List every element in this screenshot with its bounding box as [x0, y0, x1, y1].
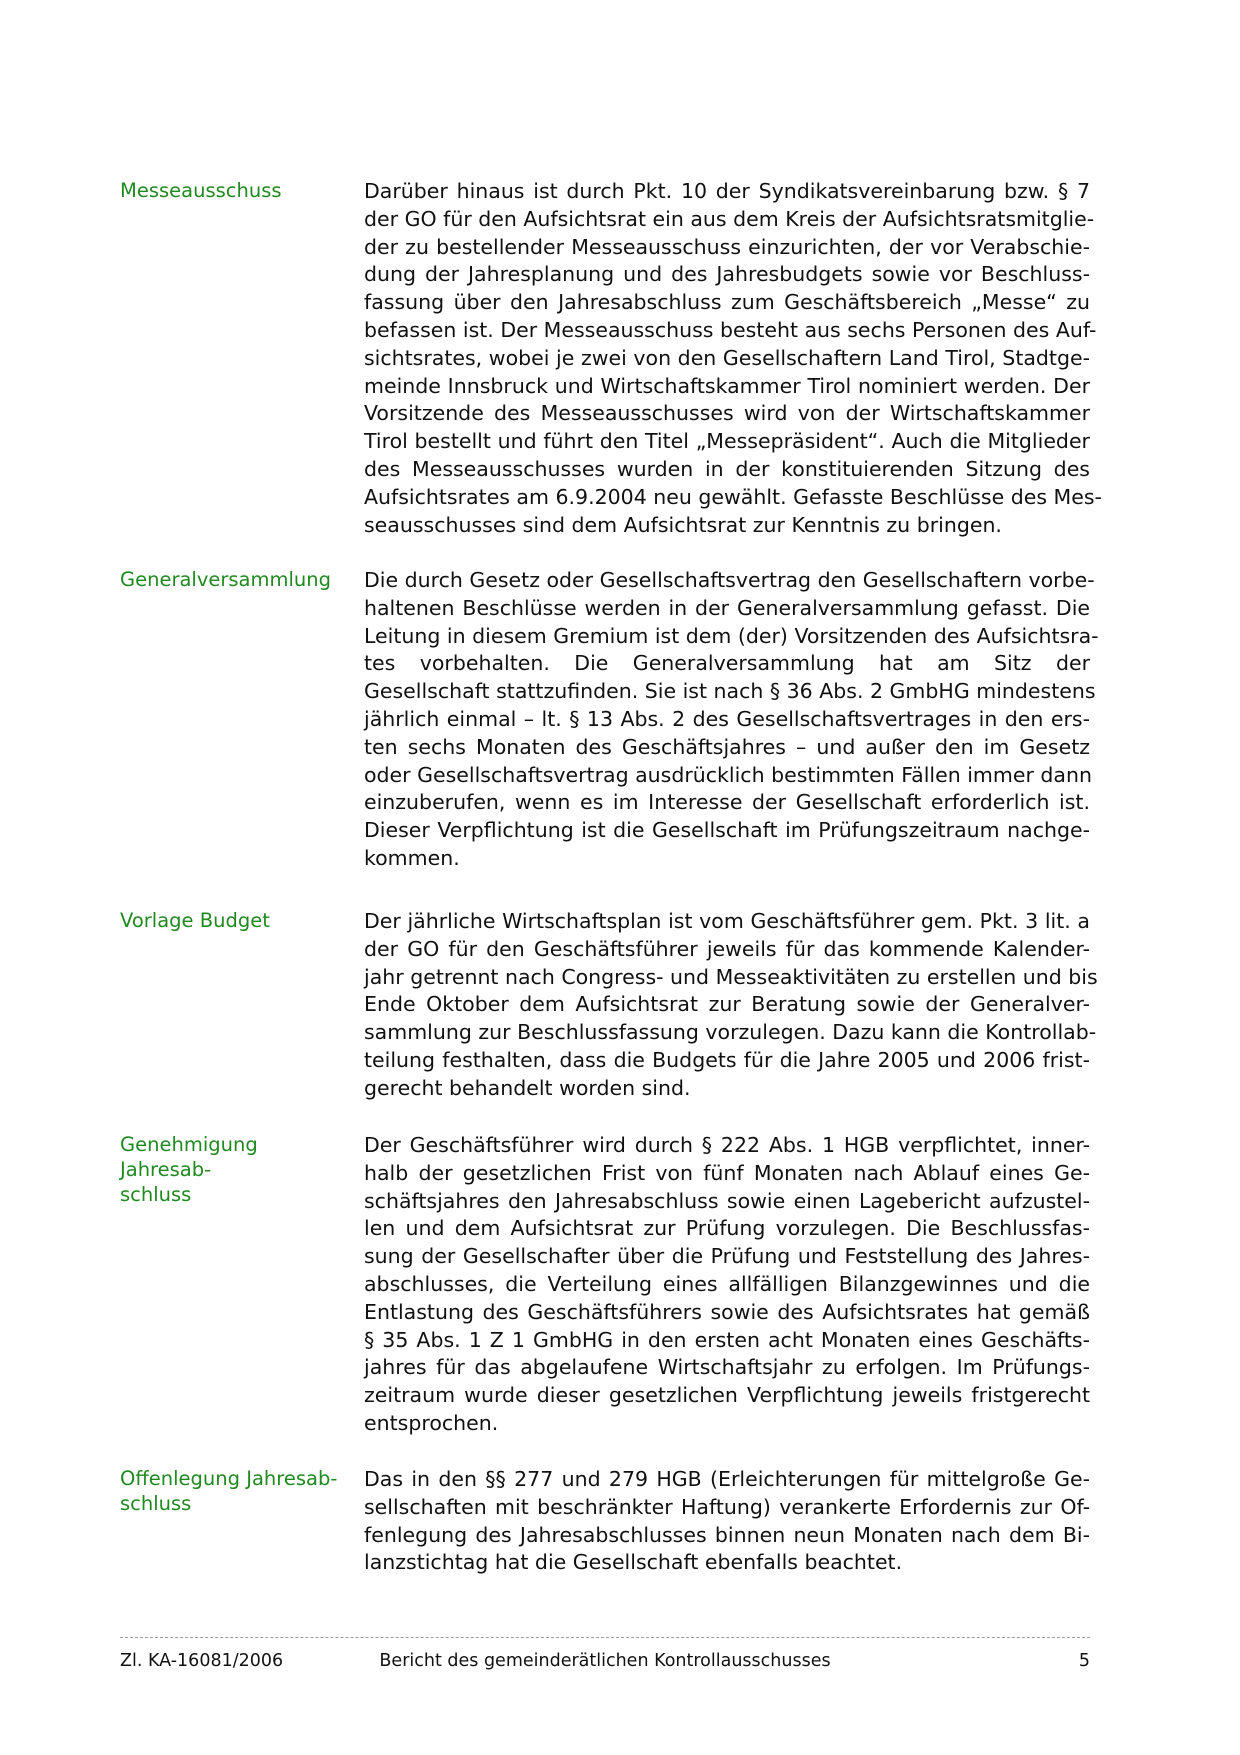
text-line: halb der gesetzlichen Frist von fünf Monaten nach Ablauf eines Ge-: [364, 1160, 1090, 1185]
paragraph-messeausschuss: [364, 178, 1102, 539]
text-line: fassung über den Jahresabschluss zum Geschäftsbereich „Messe“ zu: [364, 290, 1090, 315]
text-line: jahres für das abgelaufene Wirtschaftsjahr zu erfolgen. Im Prüfungs-: [364, 1355, 1090, 1380]
margin-label-line: Messeausschuss: [120, 179, 282, 202]
text-line: tes vorbehalten. Die Generalversammlung hat am Sitz der: [364, 651, 1090, 676]
paragraph-generalversammlung: [364, 567, 1099, 873]
footer-reference: Zl. KA-16081/2006: [120, 1651, 284, 1671]
footer-title: Bericht des gemeinderätlichen Kontrollausschusses: [379, 1651, 831, 1671]
text-line: jährlich einmal – lt. § 13 Abs. 2 des Gesellschaftsvertrages in den ers-: [364, 706, 1090, 731]
margin-label-line: Vorlage Budget: [120, 909, 270, 932]
text-line: der zu bestellender Messeausschuss einzurichten, der vor Verabschie-: [364, 234, 1090, 259]
text-line: Dieser Verpflichtung ist die Gesellschaft im Prüfungszeitraum nachge-: [364, 818, 1090, 843]
margin-label-line: schluss: [120, 1183, 192, 1206]
margin-label-line: schluss: [120, 1492, 192, 1515]
text-line: Der Geschäftsführer wird durch § 222 Abs. 1 HGB verpflichtet, inner-: [364, 1133, 1090, 1157]
text-line: ten sechs Monaten des Geschäftsjahres – und außer den im Gesetz: [364, 734, 1090, 759]
text-line: Gesellschaft stattzufinden. Sie ist nach § 36 Abs. 2 GmbHG mindestens: [364, 679, 1096, 704]
text-line: zeitraum wurde dieser gesetzlichen Verpflichtung jeweils fristgerecht: [364, 1383, 1090, 1408]
text-line: Darüber hinaus ist durch Pkt. 10 der Syndikatsvereinbarung bzw. § 7: [364, 179, 1090, 203]
margin-label-line: Genehmigung Jahresab-: [120, 1133, 258, 1181]
text-line: kommen.: [364, 845, 460, 870]
margin-label-messeausschuss: [120, 178, 345, 203]
text-line: des Messeausschusses wurden in der konstituierenden Sitzung des: [364, 456, 1090, 481]
text-line: Aufsichtsrates am 6.9.2004 neu gewählt. Gefasste Beschlüsse des Mes-: [364, 484, 1102, 509]
text-line: seausschusses sind dem Aufsichtsrat zur Kenntnis zu bringen.: [364, 512, 1002, 537]
text-line: abschlusses, die Verteilung eines allfälligen Bilanzgewinnes und die: [364, 1271, 1090, 1296]
text-line: Der jährliche Wirtschaftsplan ist vom Geschäftsführer gem. Pkt. 3 lit. a: [364, 909, 1090, 933]
text-line: befassen ist. Der Messeausschuss besteht aus sechs Personen des Auf-: [364, 317, 1097, 342]
text-line: oder Gesellschaftsvertrag ausdrücklich bestimmten Fällen immer dann: [364, 762, 1092, 787]
text-line: Die durch Gesetz oder Gesellschaftsvertrag den Gesellschaftern vorbe-: [364, 568, 1095, 592]
text-line: teilung festhalten, dass die Budgets für die Jahre 2005 und 2006 frist-: [364, 1047, 1090, 1072]
text-line: Entlastung des Geschäftsführers sowie des Aufsichtsrates hat gemäß: [364, 1299, 1090, 1324]
text-line: der GO für den Aufsichtsrat ein aus dem Kreis der Aufsichtsratsmitglie-: [364, 206, 1095, 231]
text-line: dung der Jahresplanung und des Jahresbudgets sowie vor Beschluss-: [364, 262, 1090, 287]
text-line: Das in den §§ 277 und 279 HGB (Erleichterungen für mittelgroße Ge-: [364, 1467, 1090, 1491]
footer-page-number: 5: [1078, 1651, 1090, 1671]
text-line: der GO für den Geschäftsführer jeweils für das kommende Kalender-: [364, 936, 1090, 961]
text-line: jahr getrennt nach Congress- und Messeaktivitäten zu erstellen und bis: [364, 964, 1098, 989]
text-line: lanzstichtag hat die Gesellschaft ebenfalls beachtet.: [364, 1550, 903, 1575]
text-line: sellschaften mit beschränkter Haftung) verankerte Erfordernis zur Of-: [364, 1494, 1090, 1519]
text-line: fenlegung des Jahresabschlusses binnen neun Monaten nach dem Bi-: [364, 1522, 1090, 1547]
text-line: haltenen Beschlüsse werden in der Generalversammlung gefasst. Die: [364, 595, 1090, 620]
page-footer: [120, 1648, 1090, 1674]
margin-label-generalversammlung: [120, 567, 345, 592]
text-line: meinde Innsbruck und Wirtschaftskammer Tirol nominiert werden. Der: [364, 373, 1090, 398]
paragraph-vorlage-budget: [364, 908, 1098, 1103]
margin-label-line: Offenlegung Jahresab-: [120, 1467, 338, 1490]
paragraph-genehmigung-jahresabschluss: [364, 1132, 1090, 1438]
text-line: einzuberufen, wenn es im Interesse der Gesellschaft erforderlich ist.: [364, 790, 1090, 815]
margin-label-offenlegung-jahresabschluss: [120, 1466, 345, 1516]
text-line: sichtsrates, wobei je zwei von den Gesellschaftern Land Tirol, Stadtge-: [364, 345, 1090, 370]
text-line: gerecht behandelt worden sind.: [364, 1075, 691, 1100]
text-line: § 35 Abs. 1 Z 1 GmbHG in den ersten acht Monaten eines Geschäfts-: [364, 1327, 1090, 1352]
text-line: sammlung zur Beschlussfassung vorzulegen. Dazu kann die Kontrollab-: [364, 1020, 1097, 1045]
text-line: Ende Oktober dem Aufsichtsrat zur Beratung sowie der Generalver-: [364, 992, 1090, 1017]
text-line: Leitung in diesem Gremium ist dem (der) Vorsitzenden des Aufsichtsra-: [364, 623, 1099, 648]
text-line: schäftsjahres den Jahresabschluss sowie einen Lagebericht aufzustel-: [364, 1188, 1090, 1213]
text-line: len und dem Aufsichtsrat zur Prüfung vorzulegen. Die Beschlussfas-: [364, 1216, 1090, 1241]
text-line: Tirol bestellt und führt den Titel „Messepräsident“. Auch die Mitglieder: [364, 429, 1090, 454]
margin-label-genehmigung-jahresabschluss: [120, 1132, 345, 1207]
text-line: entsprochen.: [364, 1410, 499, 1435]
margin-label-line: Generalversammlung: [120, 568, 332, 591]
paragraph-offenlegung-jahresabschluss: [364, 1466, 1090, 1577]
text-line: sung der Gesellschafter über die Prüfung und Feststellung des Jahres-: [364, 1244, 1090, 1269]
footer-divider: [120, 1637, 1090, 1638]
margin-label-vorlage-budget: [120, 908, 345, 933]
text-line: Vorsitzende des Messeausschusses wird von der Wirtschaftskammer: [364, 401, 1090, 426]
